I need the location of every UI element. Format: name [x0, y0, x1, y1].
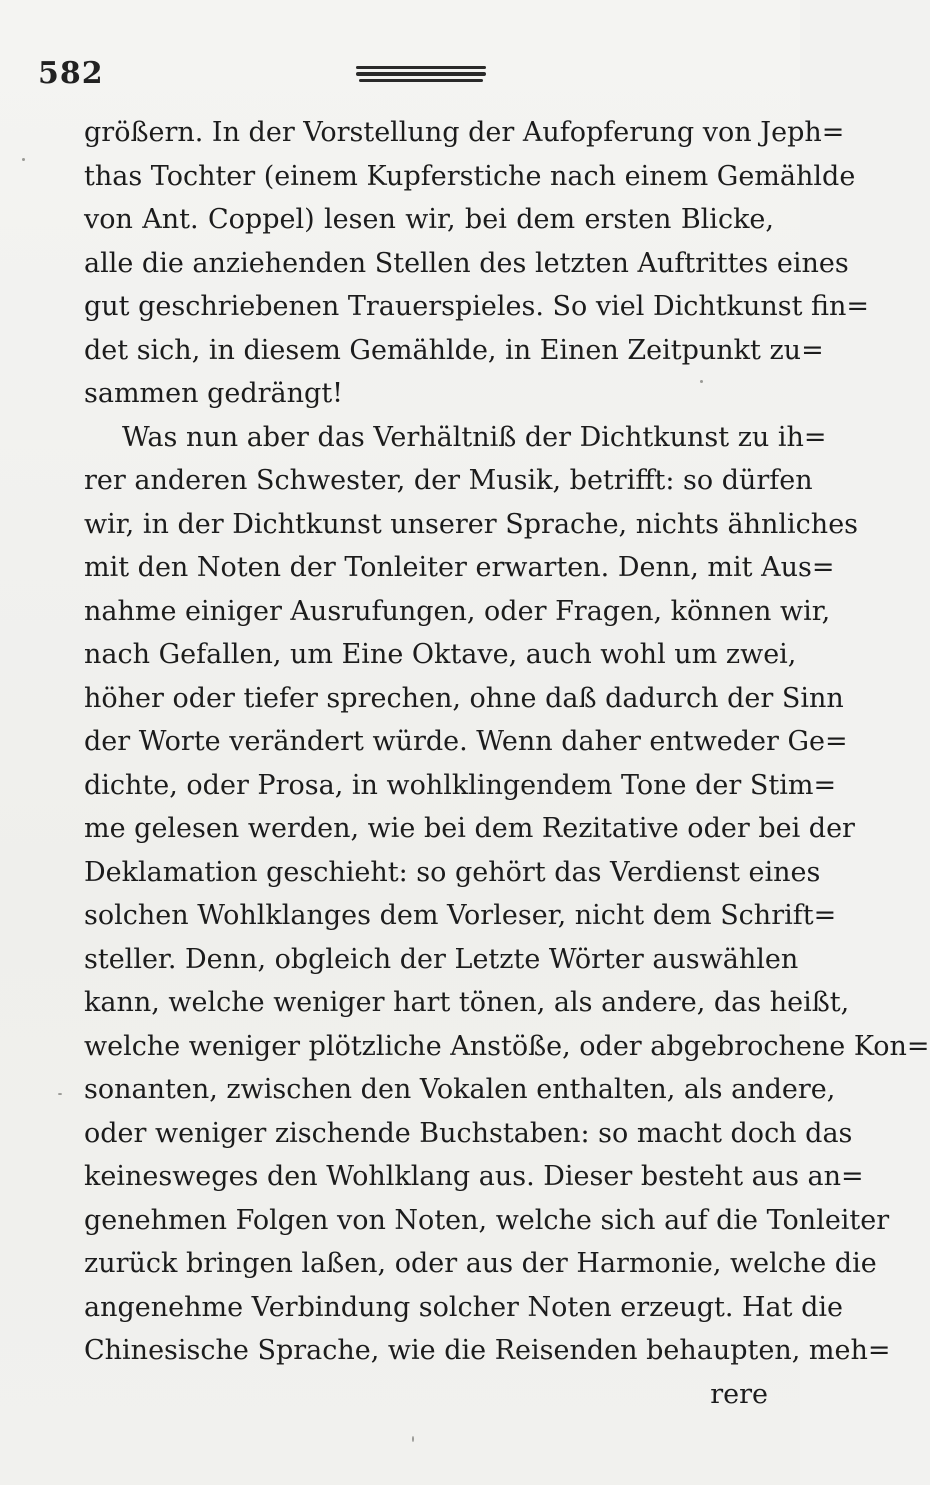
body-text — [84, 111, 930, 1416]
text-line: alle die anziehenden Stellen des letzten Auftrittes eines — [84, 247, 849, 279]
text-line: höher oder tiefer sprechen, ohne daß dadurch der Sinn — [84, 682, 844, 714]
paper-speck — [58, 1093, 62, 1095]
text-line: nach Gefallen, um Eine Oktave, auch wohl um zwei, — [84, 639, 797, 670]
text-line: oder weniger zischende Buchstaben: so macht doch das — [84, 1117, 853, 1149]
ornament-rule-middle — [356, 72, 486, 76]
text-line: angenehme Verbindung solcher Noten erzeugt. Hat die — [84, 1291, 843, 1323]
text-line: thas Tochter (einem Kupferstiche nach einem Gemählde — [84, 160, 856, 192]
paper-speck — [700, 380, 703, 383]
text-line: gut geschriebenen Trauerspieles. So viel Dichtkunst fin= — [84, 291, 870, 322]
header-rule-ornament — [356, 64, 486, 84]
text-line: solchen Wohlklanges dem Vorleser, nicht dem Schrift= — [84, 900, 837, 931]
text-line: rer anderen Schwester, der Musik, betrifft: so dürfen — [84, 465, 813, 496]
text-line: keinesweges den Wohlklang aus. Dieser besteht aus an= — [84, 1161, 864, 1192]
text-line: Chinesische Sprache, wie die Reisenden behaupten, meh= — [84, 1335, 891, 1366]
text-line: der Worte verändert würde. Wenn daher entweder Ge= — [84, 726, 848, 757]
page-number: 582 — [38, 56, 104, 91]
text-line: welche weniger plötzliche Anstöße, oder abgebrochene Kon= — [84, 1030, 930, 1062]
text-line: me gelesen werden, wie bei dem Rezitative oder bei der — [84, 813, 855, 844]
text-line: kann, welche weniger hart tönen, als andere, das heißt, — [84, 987, 850, 1018]
text-line: mit den Noten der Tonleiter erwarten. Denn, mit Aus= — [84, 552, 835, 583]
text-line: nahme einiger Ausrufungen, oder Fragen, können wir, — [84, 595, 831, 627]
ornament-rule-top — [356, 66, 486, 69]
text-line: genehmen Folgen von Noten, welche sich auf die Tonleiter — [84, 1204, 890, 1236]
text-line: zurück bringen laßen, oder aus der Harmonie, welche die — [84, 1248, 877, 1279]
text-line: größern. In der Vorstellung der Aufopferung von Jeph= — [84, 117, 845, 148]
paper-speck — [22, 158, 25, 161]
text-line: steller. Denn, obgleich der Letzte Wörter auswählen — [84, 943, 799, 975]
text-line: wir, in der Dichtkunst unserer Sprache, nichts ähnliches — [84, 508, 859, 540]
text-line: sammen gedrängt! — [84, 378, 344, 409]
text-line: det sich, in diesem Gemählde, in Einen Zeitpunkt zu= — [84, 334, 824, 366]
paragraph-start-line: Was nun aber das Verhältniß der Dichtkunst zu ih= — [122, 421, 827, 453]
text-line: dichte, oder Prosa, in wohlklingendem Tone der Stim= — [84, 769, 837, 801]
text-line: Deklamation geschieht: so gehört das Verdienst eines — [84, 856, 821, 888]
catchword: rere — [710, 1378, 768, 1410]
ornament-rule-bottom — [359, 79, 483, 82]
paper-speck — [412, 1436, 414, 1442]
text-line: von Ant. Coppel) lesen wir, bei dem ersten Blicke, — [84, 204, 774, 235]
text-line: sonanten, zwischen den Vokalen enthalten, als andere, — [84, 1074, 836, 1105]
